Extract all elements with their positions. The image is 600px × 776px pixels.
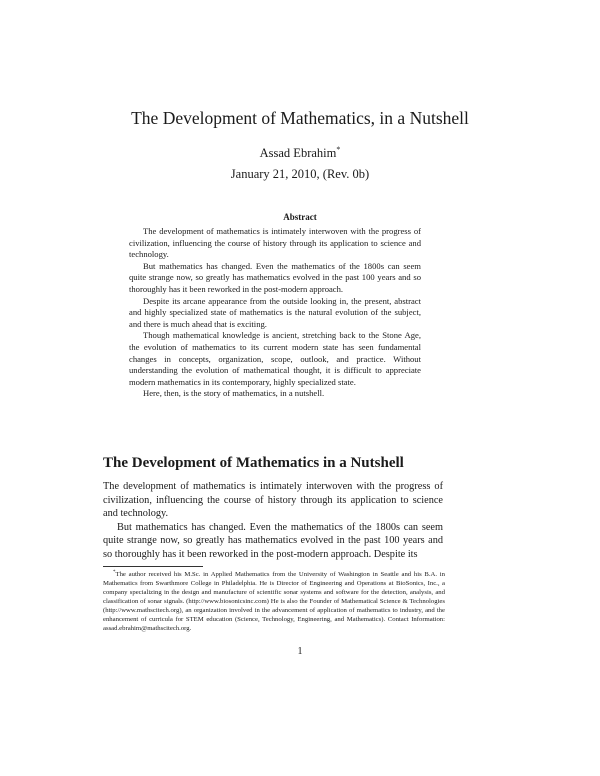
body-paragraph: But mathematics has changed. Even the mathematics of the 1800s can seem quite strange now, so greatly has mathematics evolved in the past 100 years and so thoroughly has it been reworked in the post-modern approach. Despite its <box>103 521 443 560</box>
abstract-paragraph: Here, then, is the story of mathematics, in a nutshell. <box>143 388 325 399</box>
abstract-paragraph: Though mathematical knowledge is ancient, stretching back to the Stone Age, the evolution of mathematics to its current modern state has seen fundamental changes in concepts, organization, scope, outlook, and practice. Without understanding the evolution of mathematical thought, it is difficult to appreciate modern mathematics in its contemporary, highly specialized state. <box>129 330 421 387</box>
body-paragraph: The development of mathematics is intimately interwoven with the progress of civilization, influencing the course of history through its application to science and technology. <box>103 481 443 520</box>
body-text <box>103 480 443 562</box>
author-name: Assad Ebrahim <box>259 146 337 161</box>
abstract-body <box>129 226 421 400</box>
author-line <box>0 145 600 161</box>
footnote-mark: * <box>113 570 116 575</box>
abstract-paragraph: Despite its arcane appearance from the outside looking in, the present, abstract and highly specialized state of mathematics is the natural evolution of the subject, and there is much ahead that is exciting. <box>129 295 421 329</box>
footnote-text: The author received his M.Sc. in Applied Mathematics from the University of Washington in Seattle and his B.A. in Mathematics from Swarthmore College in Philadelphia. He is Director of Engineering and Operations at BioSonics, Inc., a company specializing in the design and manufacture of scientific sonar systems and software for the detection, analysis, and classification of sonar signals. (http://www.biosonicsinc.com) He is also the Founder of Mathematical Science & Technologies (http://www.mathscitech.org), an organization involved in the advancement of application of mathematics to industry, and the enhancement of curricula for STEM education (Science, Technology, Engineering, and Mathematics). Contact Information: assad.ebrahim@mathscitech.org. <box>103 571 445 632</box>
footnote-rule <box>103 566 203 567</box>
paper-title: The Development of Mathematics, in a Nutshell <box>131 108 469 128</box>
abstract-heading: Abstract <box>283 212 317 222</box>
section-heading: The Development of Mathematics in a Nutshell <box>103 455 404 471</box>
paper-date: January 21, 2010, (Rev. 0b) <box>230 167 370 181</box>
abstract-paragraph: The development of mathematics is intimately interwoven with the progress of civilization, influencing the course of history through its application to science and technology. <box>129 226 421 260</box>
page-number: 1 <box>297 646 303 657</box>
abstract-paragraph: But mathematics has changed. Even the mathematics of the 1800s can seem quite strange now, so greatly has mathematics evolved in the past 100 years and so thoroughly has it been reworked in the post-modern approach. <box>129 260 421 294</box>
author-footnote-mark: * <box>336 145 341 154</box>
footnote <box>103 569 445 634</box>
